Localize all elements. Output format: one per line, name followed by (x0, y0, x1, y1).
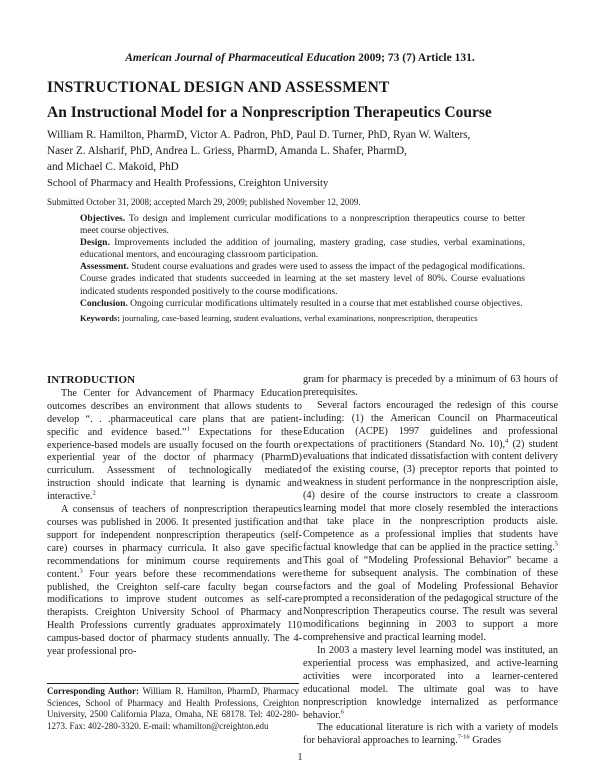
citation-ref: 4 (505, 437, 509, 445)
page-number: 1 (297, 752, 303, 763)
citation-ref: 3 (79, 567, 83, 575)
text: (2) student evaluations that indicated dissatisfaction with content delivery of the existing course, (3) preceptor reports that pointed to weakness in student performance in the nonprescription aisle, (4) desire of the course instructors to create a classroom learning model that more closely resembled the interactions that take place in the nonprescription products aisle. Competence as a professional implies that students have factual knowledge that can be applied in the practice setting. (303, 438, 558, 553)
abstract-label: Keywords: (80, 312, 121, 323)
citation-ref: 5 (554, 540, 558, 548)
paragraph (47, 388, 302, 504)
text: The Center for Advancement of Pharmacy Education outcomes describes an environment that allows students to develop “. . .pharmaceutical care plans that are patient-specific and evidence based.” (47, 387, 302, 438)
corresponding-author-label: Corresponding Author: (47, 686, 140, 696)
citation-ref: 6 (340, 708, 344, 716)
text: Grades (469, 735, 502, 747)
introduction-heading: INTRODUCTION (47, 374, 136, 386)
section-heading: INSTRUCTIONAL DESIGN AND ASSESSMENT (47, 79, 390, 96)
citation-ref: 1 (186, 425, 190, 433)
abstract-text: Student course evaluations and grades were used to assess the impact of the pedagogical modifications. Course grades indicated that students succeeded in learning at the set mastery level of 80%. Course evaluations indicated students responded positively to the course modifications. (80, 262, 526, 297)
corresponding-author-details: William R. Hamilton, PharmD, Pharmacy Sciences, School of Pharmacy and Health Professions, Creighton University, 2500 California Plaza, Omaha, NE 68178. Tel: 402-280-1273. Fax: 402-280-3320. E-mail: whamilton@creighton.edu (47, 686, 299, 732)
footnote-divider (47, 683, 299, 684)
abstract-text: journaling, case-based learning, student evaluations, verbal examinations, nonprescription, therapeutics (122, 312, 478, 323)
paragraph (47, 504, 302, 659)
citation-ref: 2 (92, 489, 96, 497)
abstract-keywords (80, 313, 525, 324)
abstract-label: Design. (80, 238, 110, 249)
journal-name: American Journal of Pharmaceutical Education (125, 52, 356, 64)
paragraph (303, 400, 558, 645)
abstract-objectives (80, 213, 525, 237)
left-column (47, 374, 302, 659)
paragraph (303, 645, 558, 722)
author-line: and Michael C. Makoid, PhD (47, 160, 179, 173)
author-line: William R. Hamilton, PharmD, Victor A. Padron, PhD, Paul D. Turner, PhD, Ryan W. Walters, (47, 129, 471, 141)
journal-header (0, 52, 600, 64)
right-column (303, 374, 558, 748)
abstract-label: Objectives. (80, 214, 126, 224)
abstract-assessment (80, 261, 525, 297)
abstract-label: Assessment. (80, 262, 129, 273)
corresponding-author (47, 686, 299, 733)
author-list (47, 128, 557, 175)
abstract-text: To design and implement curricular modifications to a nonprescription therapeutics course to better meet course objectives. (80, 214, 525, 237)
text: Four years before these recommendations were published, the Creighton self-care faculty began course modifications to improve student outcomes as self-care therapists. Creighton University School of Pharmacy and Health Professions currently graduates approximately 110 campus-based doctor of pharmacy students annually. The 4-year professional pro- (47, 568, 302, 658)
paragraph (303, 722, 558, 748)
submission-dates: Submitted October 31, 2008; accepted March 29, 2009; published November 12, 2009. (47, 197, 361, 207)
text: Expectations for these experience-based models are usually focused on the fourth or experiential year of the doctor of pharmacy (PharmD) curriculum. Assessment of technologically mediated instruction should indicate that learning is dynamic and interactive. (47, 426, 302, 503)
paragraph: gram for pharmacy is preceded by a minimum of 63 hours of prerequisites. (303, 374, 558, 398)
citation-ref: 7-16 (457, 733, 470, 741)
journal-citation: 2009; 73 (7) Article 131. (358, 52, 475, 64)
article-title: An Instructional Model for a Nonprescription Therapeutics Course (47, 104, 492, 121)
affiliation: School of Pharmacy and Health Professions, Creighton University (47, 178, 329, 189)
abstract-design (80, 237, 525, 261)
abstract-conclusion (80, 298, 525, 310)
author-line: Naser Z. Alsharif, PhD, Andrea L. Griess, PharmD, Amanda L. Shafer, PharmD, (47, 144, 407, 157)
abstract-text: Improvements included the addition of journaling, mastery grading, case studies, verbal examinations, educational mentors, and encouraging classroom participation. (80, 238, 526, 261)
text: The educational literature is rich with a variety of models for behavioral approaches to learning. (303, 722, 558, 747)
text: In 2003 a mastery level learning model was instituted, an experiential process was emphasized, and active-learning activities were incorporated into a learner-centered educational model. The ultimate goal was to have nonprescription knowledge internalized as performance behavior. (303, 645, 558, 721)
abstract-text: Ongoing curricular modifications ultimately resulted in a course that met established course objectives. (130, 298, 523, 309)
text: A consensus of teachers of nonprescription therapeutics courses was published in 2006. It presented justification and support for independent nonprescription therapeutics (self-care) courses in pharmacy curricula. It also gave specific recommendations for minimum course requirements and content. (47, 504, 302, 580)
abstract (80, 213, 525, 324)
text: Several factors encouraged the redesign of this course including: (1) the American Council on Pharmaceutical Education (ACPE) 1997 guidelines and professional expectations of practitioners (Standard No. 10), (303, 399, 558, 450)
abstract-label: Conclusion. (80, 298, 128, 309)
text: This goal of “Modeling Professional Behavior” became a theme for subsequent analysis. The combination of these factors and the goal of Modeling Professional Behavior prompted a reconsideration of the pedagogical structure of the Nonprescription Therapeutics course. The result was several modifications beginning in 2003 to support a more comprehensive and practical learning model. (303, 554, 558, 644)
